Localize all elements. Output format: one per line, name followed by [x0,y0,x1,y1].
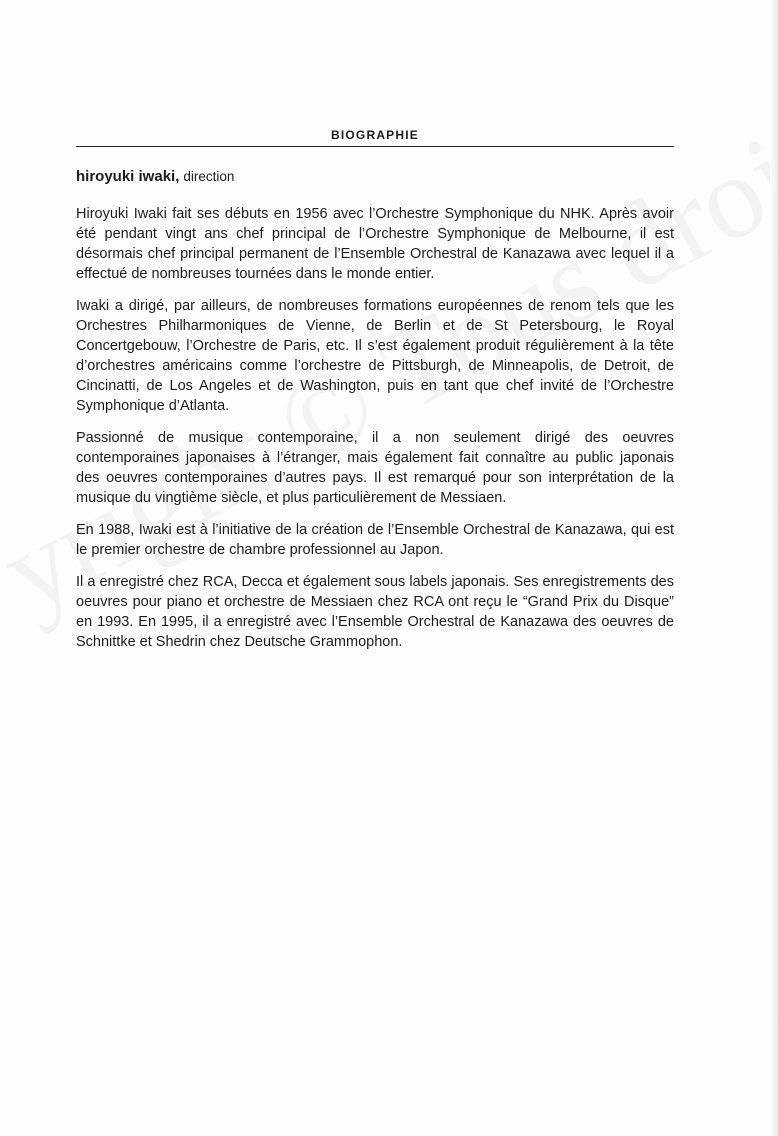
author-name: hiroyuki iwaki, [76,168,180,185]
section-header [76,126,674,147]
page-edge-shadow [770,0,778,1136]
section-title: BIOGRAPHIE [330,128,419,142]
paragraph-5: Il a enregistré chez RCA, Decca et également sous labels japonais. Ses enregistrements des oeuvres pour piano et orchestre de Messiaen chez RCA ont reçu le “Grand Prix du Disque” en 1993. En 1995, il a enregistré avec l’Ensemble Orchestral de Kanazawa des oeuvres de Schnittke et Shedrin chez Deutsche Grammophon. [76,574,674,650]
paragraph-1: Hiroyuki Iwaki fait ses débuts en 1956 avec l’Orchestre Symphonique du NHK. Après avoir été pendant vingt ans chef principal de l’Orchestre Symphonique de Melbourne, il est désormais chef principal permanent de l’Ensemble Orchestral de Kanazawa avec lequel il a effectué de nombreuses tournées dans le monde entier. [76,206,674,282]
paragraph-4: En 1988, Iwaki est à l’initiative de la création de l’Ensemble Orchestral de Kanazawa, qui est le premier orchestre de chambre professionnel au Japon. [76,522,674,558]
author-line [76,168,234,185]
author-role: direction [183,169,235,184]
paragraph-2: Iwaki a dirigé, par ailleurs, de nombreuses formations européennes de renom tels que les Orchestres Philharmoniques de Vienne, de Berlin et de St Petersbourg, le Royal Concertgebouw, l’Orchestre de Paris, etc. Il s’est également produit régulièrement à la tête d’orchestres américains comme l’orchestre de Pittsburgh, de Minneapolis, de Detroit, de Cincinatti, de Los Angeles et de Washington, puis en tant que chef invité de l’Orchestre Symphonique d’Atlanta. [76,298,674,414]
paragraph-3: Passionné de musique contemporaine, il a non seulement dirigé des oeuvres contemporaines japonaises à l’étranger, mais également fait connaître au public japonais des oeuvres contemporaines d’autres pays. Il est remarqué pour son interprétation de la musique du vingtième siècle, et plus particulièrement de Messiaen. [76,430,674,506]
biography-text [76,204,674,664]
